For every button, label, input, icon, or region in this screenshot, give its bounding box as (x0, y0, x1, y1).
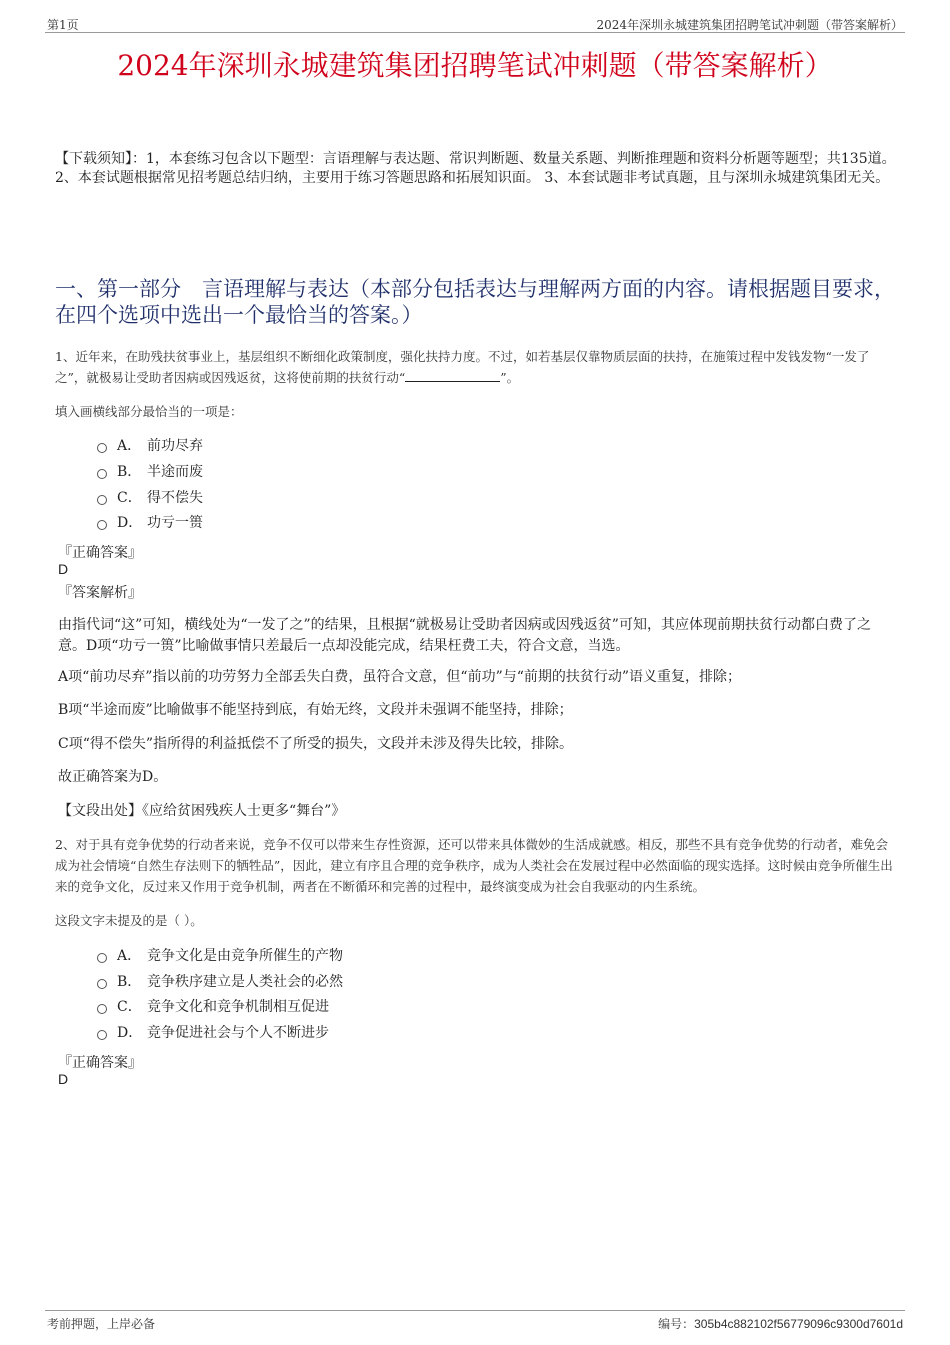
radio-icon[interactable] (97, 495, 107, 505)
question-2-prompt: 这段文字未提及的是（ ）。 (55, 913, 203, 928)
radio-icon[interactable] (97, 520, 107, 530)
question-1-text-after: ”。 (500, 370, 520, 385)
option-letter: B． (117, 464, 142, 480)
option-letter: C． (117, 490, 142, 506)
option-letter: B． (117, 974, 142, 990)
option-letter: A． (117, 948, 142, 964)
document-title: 2024年深圳永城建筑集团招聘笔试冲刺题（带答案解析） (117, 49, 833, 82)
option-text: 竞争促进社会与个人不断进步 (147, 1025, 329, 1041)
footer-code (658, 1315, 903, 1332)
question-1-text-before: 1、近年来，在助残扶贫事业上，基层组织不断细化政策制度，强化扶持力度。不过，如若基层仅靠物质层面的扶持，在施策过程中发钱发物“一发了之”，就极易让受助者因病或因残返贫，这将使前期的扶贫行动“ (55, 349, 870, 385)
radio-icon[interactable] (97, 1004, 107, 1014)
answer-value: D (58, 561, 69, 577)
option-letter: C． (117, 999, 142, 1015)
radio-icon[interactable] (97, 443, 107, 453)
option-letter: A． (117, 438, 142, 454)
option-2b[interactable] (97, 972, 343, 992)
option-letter: D． (117, 515, 143, 531)
download-notice: 【下载须知】：1，本套练习包含以下题型：言语理解与表达题、常识判断题、数量关系题、判断推理题和资料分析题等题型；共135道。 2、本套试题根据常见招考题总结归纳，主要用于练习答题思路和拓展知识面。 3、本套试题非考试真题，且与深圳永城建筑集团无关。 (55, 151, 896, 186)
section-heading: 一、第一部分 言语理解与表达（本部分包括表达与理解两方面的内容。请根据题目要求，在四个选项中选出一个最恰当的答案。） (55, 277, 895, 327)
radio-icon[interactable] (97, 469, 107, 479)
option-text: 半途而废 (147, 464, 203, 480)
option-1c[interactable] (97, 488, 203, 508)
question-1-text (55, 346, 900, 388)
analysis-paragraph: 由指代词“这”可知，横线处为“一发了之”的结果，且根据“就极易让受助者因病或因残返贫”可知，其应体现前期扶贫行动都白费了之意。D项“功亏一篑”比喻做事情只差最后一点却没能完成，结果枉费工夫，符合文意，当选。 (58, 617, 871, 654)
analysis-paragraph: C项“得不偿失”指所得的利益抵偿不了所受的损失，文段并未涉及得失比较，排除。 (58, 736, 574, 752)
source-citation: 【文段出处】《应给贫困残疾人士更多“舞台”》 (58, 803, 346, 819)
option-text: 前功尽弃 (147, 438, 203, 454)
answer-label: 『正确答案』 (58, 1055, 142, 1071)
option-text: 得不偿失 (147, 490, 203, 506)
answer-label: 『正确答案』 (58, 545, 142, 561)
radio-icon[interactable] (97, 953, 107, 963)
answer-blank (405, 369, 500, 382)
question-1-prompt: 填入画横线部分最恰当的一项是： (55, 404, 243, 419)
code-label: 编号： (658, 1317, 695, 1331)
option-1b[interactable] (97, 462, 203, 482)
option-text: 竞争文化是由竞争所催生的产物 (147, 948, 343, 964)
option-letter: D． (117, 1025, 143, 1041)
page-header (45, 14, 905, 33)
option-2a[interactable] (97, 946, 343, 966)
option-1d[interactable] (97, 513, 203, 533)
footer-slogan: 考前押题，上岸必备 (47, 1317, 156, 1331)
option-text: 功亏一篑 (147, 515, 203, 531)
option-2c[interactable] (97, 997, 329, 1017)
radio-icon[interactable] (97, 979, 107, 989)
analysis-paragraph: A项“前功尽弃”指以前的功劳努力全部丢失白费，虽符合文意，但“前功”与“前期的扶贫行动”语义重复，排除； (58, 669, 742, 685)
analysis-label: 『答案解析』 (58, 585, 142, 601)
radio-icon[interactable] (97, 1030, 107, 1040)
answer-value: D (58, 1071, 69, 1087)
page-footer (45, 1310, 905, 1331)
analysis-paragraph: 故正确答案为D。 (58, 769, 168, 785)
option-text: 竞争秩序建立是人类社会的必然 (147, 974, 343, 990)
question-2-text: 2、对于具有竞争优势的行动者来说，竞争不仅可以带来生存性资源，还可以带来具体微妙的生活成就感。相反，那些不具有竞争优势的行动者，难免会成为社会情境“自然生存法则下的牺牲品”，因此，建立有序且合理的竞争秩序，成为人类社会在发展过程中必然面临的现实选择。这时候由竞争所催生出来的竞争文化，反过来又作用于竞争机制，两者在不断循环和完善的过程中，最终演变成为社会自我驱动的内生系统。 (55, 837, 893, 894)
page-number: 第1页 (47, 18, 79, 32)
analysis-paragraph: B项“半途而废”比喻做事不能坚持到底，有始无终，文段并未强调不能坚持，排除； (58, 702, 573, 718)
header-doc-title: 2024年深圳永城建筑集团招聘笔试冲刺题（带答案解析） (596, 18, 903, 32)
option-1a[interactable] (97, 436, 203, 456)
option-2d[interactable] (97, 1023, 329, 1043)
option-text: 竞争文化和竞争机制相互促进 (147, 999, 329, 1015)
code-value: 305b4c882102f56779096c9300d7601d (694, 1317, 903, 1331)
